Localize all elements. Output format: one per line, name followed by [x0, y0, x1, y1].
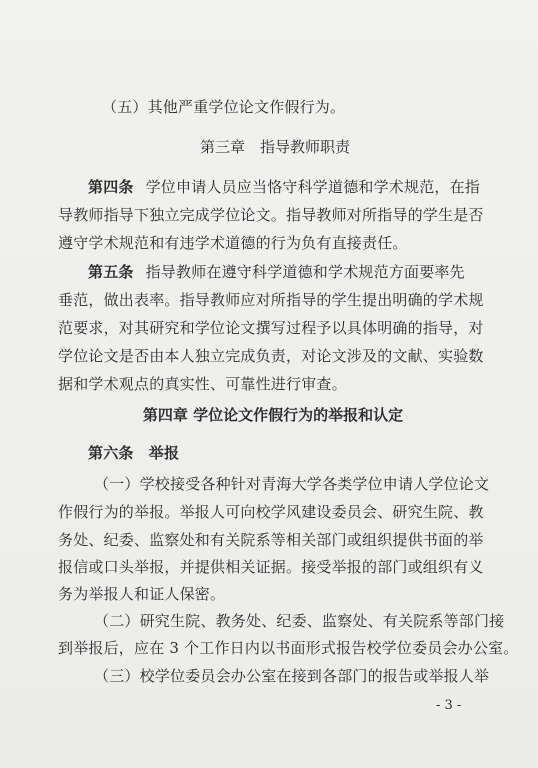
- clause-five-line: （五）其他严重学位论文作假行为。: [102, 98, 346, 116]
- article-four-label: 第四条: [88, 178, 134, 196]
- article-six-clause-one-line-4: 报信或口头举报，并提供相关证据。接受举报的部门或组织有义: [58, 558, 484, 576]
- article-six-clause-three-line-1: （三）校学位委员会办公室在接到各部门的报告或举报人举: [94, 667, 490, 685]
- article-four-text-1: 学位申请人员应当恪守科学道德和学术规范，在指: [145, 178, 481, 196]
- article-four-line-3: 遵守学术规范和有违学术道德的行为负有直接责任。: [58, 234, 408, 252]
- article-six-clause-two-line-1: （二）研究生院、教务处、纪委、监察处、有关院系等部门接: [94, 612, 505, 630]
- article-five-line-5: 据和学术观点的真实性、可靠性进行审查。: [58, 375, 347, 393]
- article-four-line-2: 导教师指导下独立完成学位论文。指导教师对所指导的学生是否: [58, 206, 484, 224]
- article-six-clause-one-line-2: 作假行为的举报。举报人可向校学风建设委员会、研究生院、教: [58, 503, 484, 521]
- article-five-label: 第五条: [88, 263, 134, 281]
- article-six-clause-one-line-3: 务处、纪委、监察处和有关院系等相关部门或组织提供书面的举: [58, 531, 484, 549]
- page-number: - 3 -: [436, 698, 462, 713]
- chapter-four-heading: 第四章 学位论文作假行为的举报和认定: [142, 406, 404, 424]
- article-five-first-line: [88, 262, 465, 282]
- article-four-first-line: [88, 177, 480, 197]
- article-six-clause-one-line-1: （一）学校接受各种针对青海大学各类学位申请人学位论文: [94, 475, 490, 493]
- article-six-clause-one-line-5: 务为举报人和证人保密。: [58, 585, 226, 603]
- chapter-three-heading: 第三章 指导教师职责: [199, 138, 350, 156]
- article-five-line-2: 垂范，做出表率。指导教师应对所指导的学生提出明确的学术规: [58, 291, 484, 309]
- article-five-text-1: 指导教师在遵守科学道德和学术规范方面要率先: [145, 263, 465, 281]
- article-six-clause-two-line-2: 到举报后，应在 3 个工作日内以书面形式报告校学位委员会办公室。: [58, 639, 519, 657]
- article-five-line-4: 学位论文是否由本人独立完成负责，对论文涉及的文献、实验数: [58, 347, 484, 365]
- article-five-line-3: 范要求，对其研究和学位论文撰写过程予以具体明确的指导，对: [58, 319, 484, 337]
- article-six-heading: 第六条 举报: [88, 444, 180, 462]
